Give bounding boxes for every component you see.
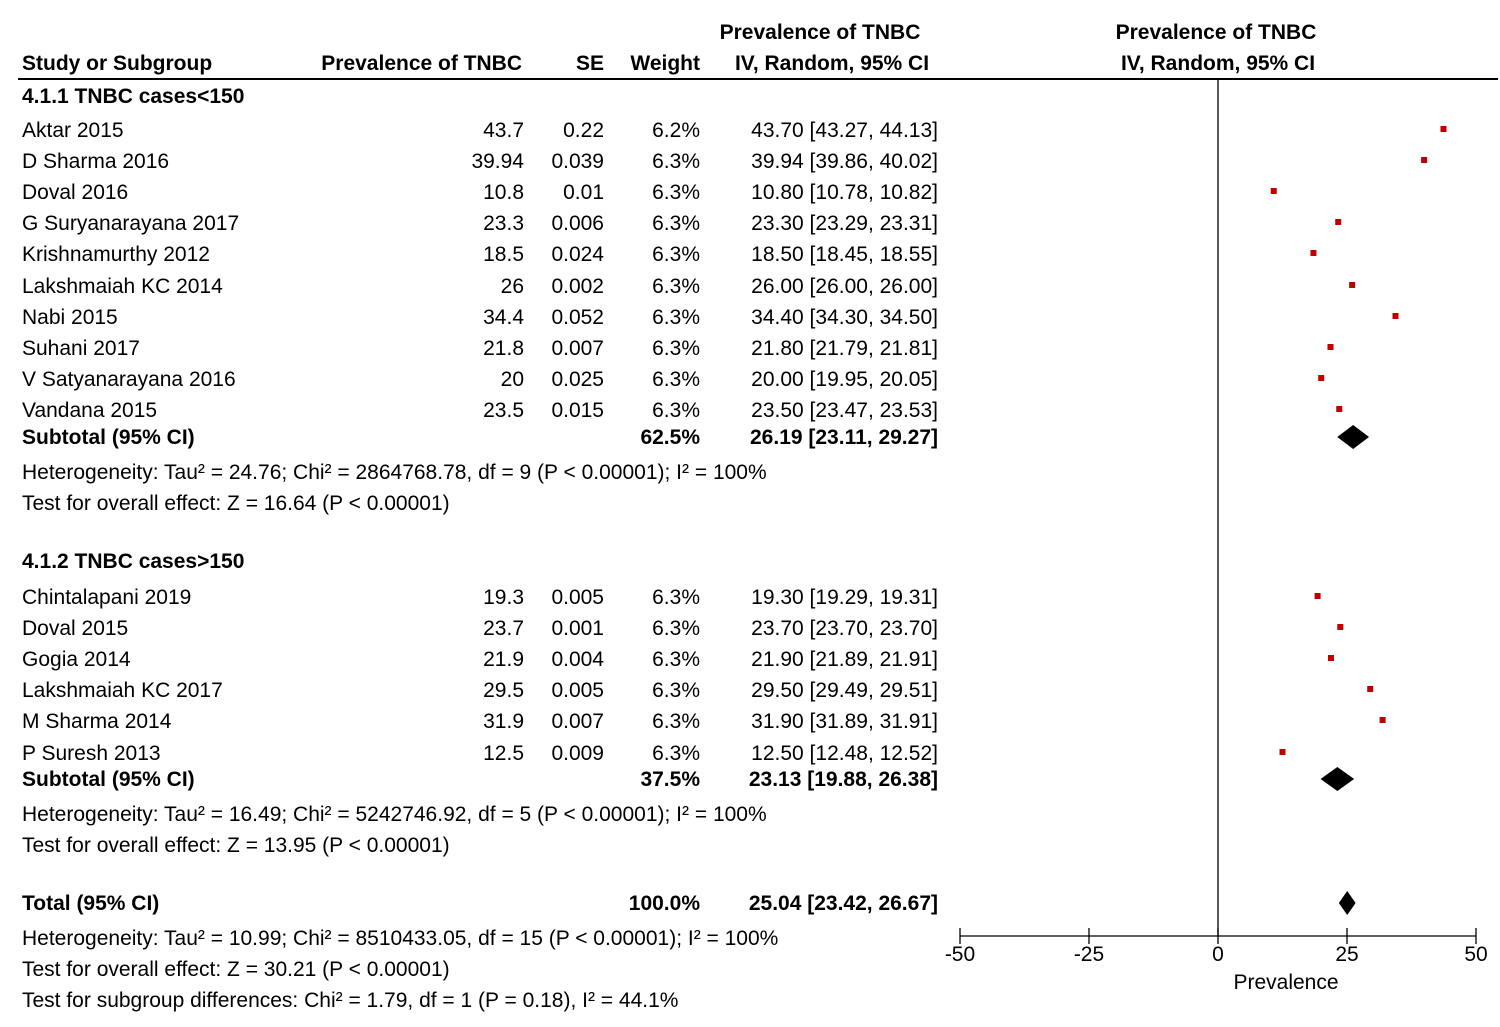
weight-value: 6.2% [652,119,700,142]
se-value: 0.01 [563,181,604,204]
weight-value: 6.3% [652,679,700,702]
effect-ci-value: 29.50 [29.49, 29.51] [751,679,938,702]
subgroup-differences-text: Test for subgroup differences: Chi² = 1.79, df = 1 (P = 0.18), I² = 44.1% [22,989,679,1012]
x-tick-label: -50 [944,943,976,966]
weight-value: 6.3% [652,586,700,609]
study-marker [1315,593,1321,599]
x-tick-label: 50 [1464,943,1488,966]
prevalence-value: 21.8 [483,337,524,360]
plot-header-bottom: IV, Random, 95% CI [1120,52,1316,75]
study-marker [1271,188,1277,194]
prevalence-value: 26 [500,275,524,298]
prevalence-value: 39.94 [471,150,524,173]
prevalence-value: 29.5 [483,679,524,702]
prevalence-value: 43.7 [483,119,524,142]
study-name: Vandana 2015 [22,399,158,422]
study-marker [1337,624,1343,630]
effect-ci-value: 34.40 [34.30, 34.50] [751,306,938,329]
weight-value: 6.3% [652,181,700,204]
effect-ci-value: 23.70 [23.70, 23.70] [751,617,938,640]
effect-header-bottom: IV, Random, 95% CI [734,52,930,75]
x-tick-label: -25 [1073,943,1105,966]
se-value: 0.009 [551,742,604,765]
study-marker [1367,686,1373,692]
se-value: 0.024 [551,243,604,266]
weight-value: 6.3% [652,368,700,391]
effect-ci-value: 23.30 [23.29, 23.31] [751,212,938,235]
se-value: 0.004 [551,648,604,671]
study-marker [1421,157,1427,163]
weight-value: 6.3% [652,710,700,733]
study-name: Doval 2016 [22,181,129,204]
prevalence-value: 18.5 [483,243,524,266]
study-name: Gogia 2014 [22,648,131,671]
effect-ci-value: 12.50 [12.48, 12.52] [751,742,938,765]
subtotal-label: Subtotal (95% CI) [22,768,195,791]
overall-effect-text: Test for overall effect: Z = 13.95 (P < 0.00001) [22,834,450,857]
prevalence-header: Prevalence of TNBC [321,52,522,75]
prevalence-value: 19.3 [483,586,524,609]
study-name: G Suryanarayana 2017 [22,212,240,235]
se-value: 0.025 [551,368,604,391]
total-diamond [1339,891,1356,915]
weight-value: 6.3% [652,399,700,422]
se-value: 0.007 [551,710,604,733]
prevalence-value: 23.3 [483,212,524,235]
total-heterogeneity-text: Heterogeneity: Tau² = 10.99; Chi² = 8510433.05, df = 15 (P < 0.00001); I² = 100% [22,927,779,950]
prevalence-value: 23.7 [483,617,524,640]
overall-effect-text: Test for overall effect: Z = 16.64 (P < 0.00001) [22,492,450,515]
prevalence-value: 31.9 [483,710,524,733]
se-value: 0.015 [551,399,604,422]
weight-value: 6.3% [652,337,700,360]
weight-value: 6.3% [652,150,700,173]
study-marker [1327,344,1333,350]
effect-ci-value: 21.90 [21.89, 21.91] [751,648,938,671]
se-value: 0.001 [551,617,604,640]
prevalence-value: 34.4 [483,306,524,329]
study-marker [1310,250,1316,256]
study-name: Doval 2015 [22,617,129,640]
study-name: Nabi 2015 [22,306,118,329]
study-name: Chintalapani 2019 [22,586,192,609]
study-name: V Satyanarayana 2016 [22,368,236,391]
effect-ci-value: 26.00 [26.00, 26.00] [751,275,938,298]
effect-ci-value: 39.94 [39.86, 40.02] [751,150,938,173]
effect-ci-value: 20.00 [19.95, 20.05] [751,368,938,391]
subtotal-weight: 37.5% [640,768,700,791]
subtotal-ci: 26.19 [23.11, 29.27] [750,426,938,449]
effect-header-top: Prevalence of TNBC [719,21,921,44]
weight-value: 6.3% [652,617,700,640]
x-axis-label: Prevalence [1233,971,1339,994]
total-weight: 100.0% [628,892,700,915]
prevalence-value: 20 [500,368,524,391]
se-value: 0.22 [563,119,604,142]
se-value: 0.005 [551,679,604,702]
subtotal-label: Subtotal (95% CI) [22,426,195,449]
effect-ci-value: 31.90 [31.89, 31.91] [751,710,938,733]
effect-ci-value: 10.80 [10.78, 10.82] [751,181,938,204]
weight-value: 6.3% [652,306,700,329]
effect-ci-value: 21.80 [21.79, 21.81] [751,337,938,360]
se-value: 0.052 [551,306,604,329]
heterogeneity-text: Heterogeneity: Tau² = 16.49; Chi² = 5242746.92, df = 5 (P < 0.00001); I² = 100% [22,803,767,826]
study-name: Suhani 2017 [22,337,140,360]
se-value: 0.005 [551,586,604,609]
prevalence-value: 12.5 [483,742,524,765]
se-value: 0.039 [551,150,604,173]
se-header: SE [575,52,604,75]
x-tick-label: 25 [1335,943,1359,966]
study-name: D Sharma 2016 [22,150,170,173]
prevalence-value: 10.8 [483,181,524,204]
heterogeneity-text: Heterogeneity: Tau² = 24.76; Chi² = 2864768.78, df = 9 (P < 0.00001); I² = 100% [22,461,767,484]
weight-value: 6.3% [652,243,700,266]
weight-value: 6.3% [652,742,700,765]
study-marker [1328,655,1334,661]
effect-ci-value: 18.50 [18.45, 18.55] [751,243,938,266]
group-title: 4.1.2 TNBC cases>150 [22,550,245,573]
study-name: P Suresh 2013 [22,742,161,765]
study-marker [1380,717,1386,723]
study-name: Aktar 2015 [22,119,124,142]
weight-value: 6.3% [652,648,700,671]
subtotal-weight: 62.5% [640,426,700,449]
plot-header-top: Prevalence of TNBC [1115,21,1317,44]
study-name: M Sharma 2014 [22,710,172,733]
study-name: Lakshmaiah KC 2017 [22,679,223,702]
se-value: 0.002 [551,275,604,298]
prevalence-value: 21.9 [483,648,524,671]
study-name: Lakshmaiah KC 2014 [22,275,223,298]
study-marker [1336,406,1342,412]
study-marker [1440,126,1446,132]
weight-header: Weight [630,52,700,75]
study-marker [1349,282,1355,288]
total-label: Total (95% CI) [22,892,160,915]
study-marker [1280,749,1286,755]
study-header: Study or Subgroup [22,52,213,75]
study-marker [1318,375,1324,381]
study-name: Krishnamurthy 2012 [22,243,210,266]
effect-ci-value: 43.70 [43.27, 44.13] [751,119,938,142]
group-title: 4.1.1 TNBC cases<150 [22,85,245,108]
study-marker [1335,219,1341,225]
study-marker [1393,313,1399,319]
se-value: 0.006 [551,212,604,235]
x-tick-label: 0 [1212,943,1224,966]
prevalence-value: 23.5 [483,399,524,422]
total-ci: 25.04 [23.42, 26.67] [748,892,938,915]
se-value: 0.007 [551,337,604,360]
subtotal-diamond [1321,767,1355,791]
weight-value: 6.3% [652,275,700,298]
total-overall-effect-text: Test for overall effect: Z = 30.21 (P < 0.00001) [22,958,450,981]
subtotal-diamond [1337,425,1369,449]
effect-ci-value: 19.30 [19.29, 19.31] [751,586,938,609]
effect-ci-value: 23.50 [23.47, 23.53] [751,399,938,422]
weight-value: 6.3% [652,212,700,235]
subtotal-ci: 23.13 [19.88, 26.38] [748,768,938,791]
